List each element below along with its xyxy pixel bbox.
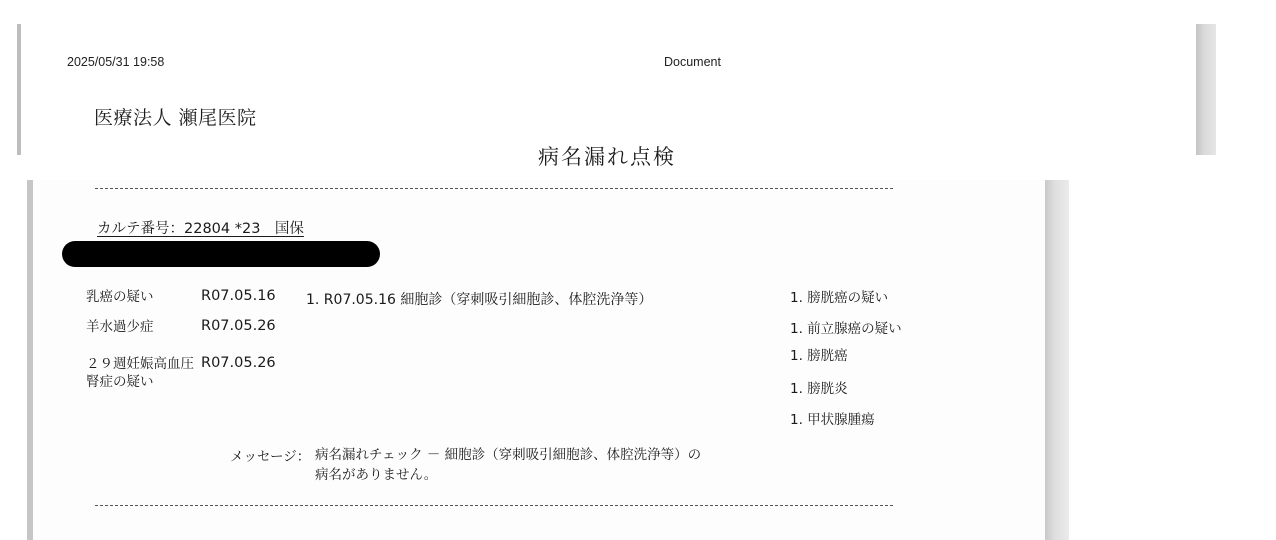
diagnosis-name: 乳癌の疑い [86, 289, 154, 305]
redaction-bar [62, 241, 380, 267]
message-line: 病名漏れチェック － 細胞診（穿刺吸引細胞診、体腔洗浄等）の [315, 447, 702, 463]
diagnosis-date: R07.05.26 [201, 318, 276, 334]
candidate-diagnosis: 1. 前立腺癌の疑い [790, 321, 902, 337]
diagnosis-name: 羊水過少症 [86, 319, 154, 335]
karte-number-line: カルテ番号：22804 *23 国保 [97, 221, 304, 237]
message-label: メッセージ： [230, 449, 311, 465]
diagnosis-date: R07.05.26 [201, 355, 276, 371]
candidate-diagnosis: 1. 甲状腺腫瘍 [790, 412, 875, 428]
diagnosis-date: R07.05.16 [201, 288, 276, 304]
message-body [315, 445, 795, 485]
message-line: 病名がありません。 [315, 467, 438, 483]
report-title: 病名漏れ点検 [538, 145, 676, 169]
candidate-diagnosis: 1. 膀胱癌 [790, 348, 848, 364]
print-header-title: Document [664, 55, 721, 69]
page-edge-shadow-left [17, 24, 21, 155]
page-edge-shadow-right [1196, 24, 1216, 155]
page-edge-shadow-right [1045, 180, 1069, 540]
dashed-divider-bottom [95, 505, 893, 506]
page-top-fragment [0, 0, 1276, 169]
print-timestamp: 2025/05/31 19:58 [67, 55, 165, 69]
page-bottom-fragment [0, 180, 1276, 540]
dashed-divider-top [95, 188, 893, 189]
candidate-diagnosis: 1. 膀胱癌の疑い [790, 290, 889, 306]
diagnosis-name: ２９週妊娠高血圧腎症の疑い [86, 356, 194, 390]
candidate-diagnosis: 1. 膀胱炎 [790, 381, 848, 397]
procedure-line: 1. R07.05.16 細胞診（穿刺吸引細胞診、体腔洗浄等） [306, 292, 653, 308]
clinic-name: 医療法人 瀬尾医院 [94, 107, 257, 129]
